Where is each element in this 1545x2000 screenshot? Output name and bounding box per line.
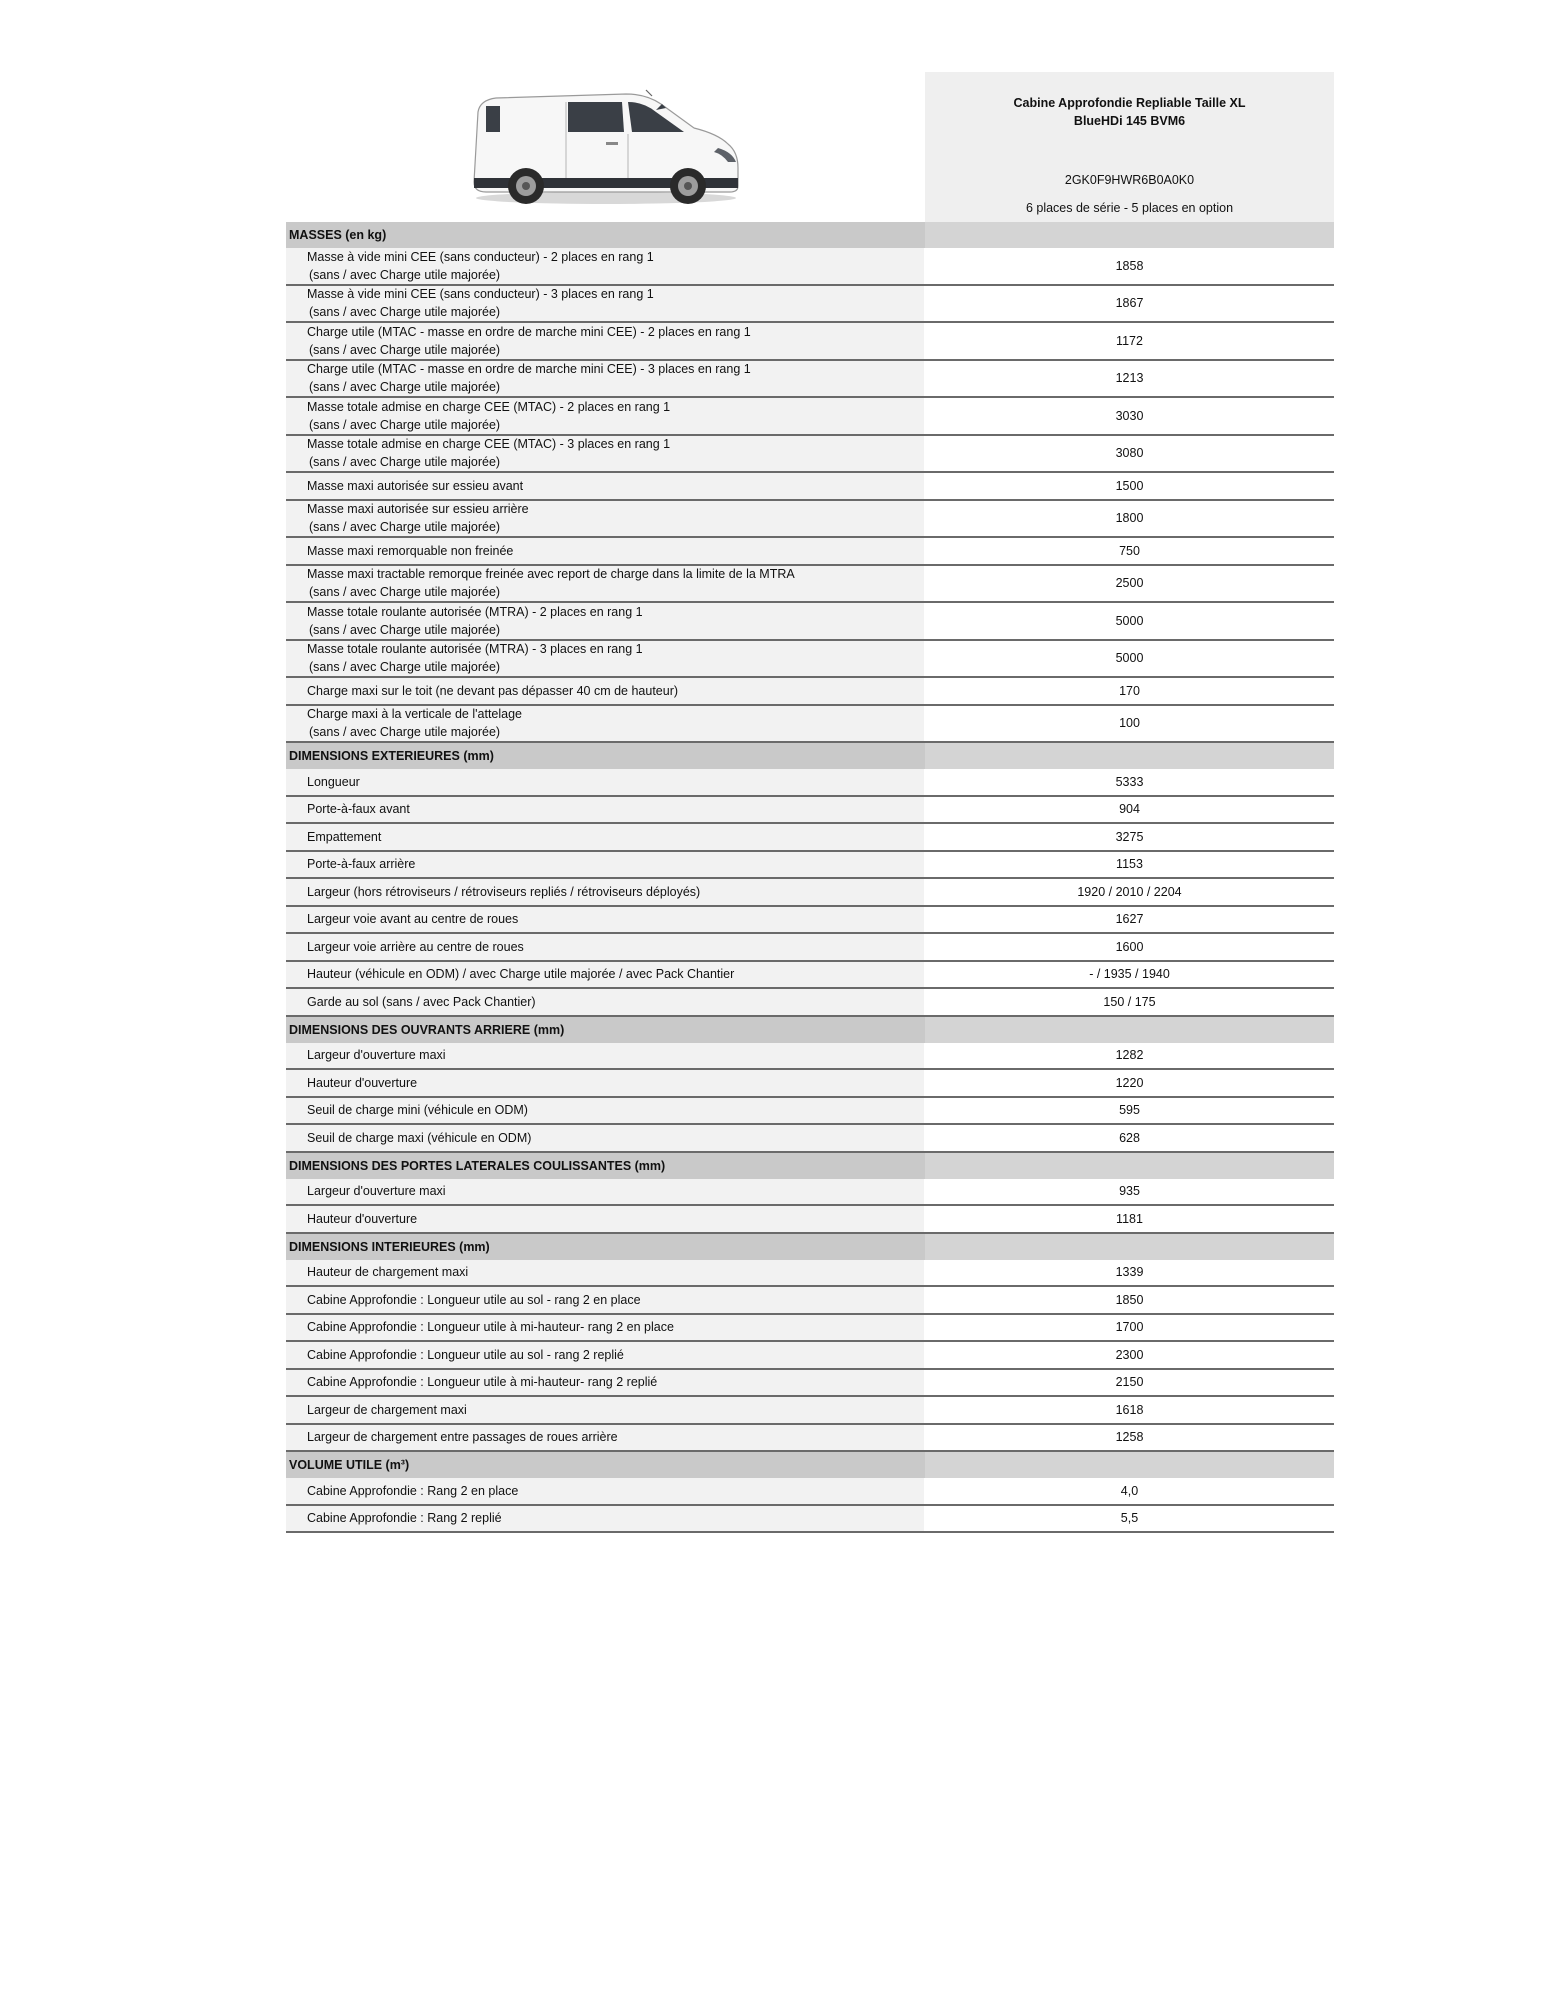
spec-sheet	[286, 72, 1334, 1533]
table-row	[286, 603, 1334, 641]
spec-label: Masse à vide mini CEE (sans conducteur) - 3 places en rang 1	[307, 287, 654, 302]
spec-sublabel: (sans / avec Charge utile majorée)	[309, 622, 501, 637]
table-row	[286, 436, 1334, 474]
spec-label: Cabine Approfondie : Longueur utile à mi-hauteur- rang 2 replié	[307, 1375, 658, 1390]
section-value-cell	[925, 743, 1334, 769]
spec-value: 628	[925, 1125, 1334, 1151]
spec-label-cell	[286, 678, 924, 704]
spec-sublabel: (sans / avec Charge utile majorée)	[309, 660, 501, 675]
spec-value: 1858	[925, 248, 1334, 284]
spec-label: Largeur (hors rétroviseurs / rétroviseurs repliés / rétroviseurs déployés)	[307, 884, 701, 899]
section-header	[286, 1452, 1334, 1478]
model-title-line1: Cabine Approfondie Repliable Taille XL	[1013, 96, 1246, 110]
table-row	[286, 879, 1334, 907]
spec-value: 5,5	[925, 1506, 1334, 1532]
spec-label: Cabine Approfondie : Longueur utile au sol - rang 2 en place	[307, 1292, 641, 1307]
spec-value: 170	[925, 678, 1334, 704]
spec-sublabel: (sans / avec Charge utile majorée)	[309, 342, 501, 357]
table-row	[286, 1125, 1334, 1153]
table-row	[286, 501, 1334, 539]
spec-label: Cabine Approfondie : Rang 2 replié	[307, 1511, 502, 1526]
spec-value: 2300	[925, 1342, 1334, 1368]
spec-label: Masse maxi autorisée sur essieu avant	[307, 478, 524, 493]
spec-label: Masse maxi tractable remorque freinée avec report de charge dans la limite de la MTRA	[307, 567, 795, 582]
table-row	[286, 538, 1334, 566]
section-title: VOLUME UTILE (m³)	[289, 1458, 410, 1472]
spec-value: 2500	[925, 566, 1334, 602]
spec-label: Largeur voie arrière au centre de roues	[307, 939, 524, 954]
spec-value: 3275	[925, 824, 1334, 850]
spec-label: Hauteur (véhicule en ODM) / avec Charge utile majorée / avec Pack Chantier	[307, 967, 735, 982]
table-row	[286, 678, 1334, 706]
spec-label-cell	[286, 1425, 924, 1451]
spec-sublabel: (sans / avec Charge utile majorée)	[309, 455, 501, 470]
table-row	[286, 989, 1334, 1017]
spec-label-cell	[286, 1179, 924, 1205]
spec-sublabel: (sans / avec Charge utile majorée)	[309, 520, 501, 535]
spec-value: 4,0	[925, 1478, 1334, 1504]
spec-value: 3030	[925, 398, 1334, 434]
spec-value: 1220	[925, 1070, 1334, 1096]
table-row	[286, 1342, 1334, 1370]
spec-label-cell	[286, 603, 924, 639]
table-row	[286, 1425, 1334, 1453]
spec-label-cell	[286, 1506, 924, 1532]
spec-label-cell	[286, 797, 924, 823]
spec-value: 1258	[925, 1425, 1334, 1451]
model-code: 2GK0F9HWR6B0A0K0	[1064, 173, 1195, 187]
spec-value: 595	[925, 1098, 1334, 1124]
section-title: DIMENSIONS EXTERIEURES (mm)	[289, 749, 494, 763]
spec-label: Cabine Approfondie : Longueur utile à mi-hauteur- rang 2 en place	[307, 1320, 674, 1335]
table-row	[286, 769, 1334, 797]
spec-value: 904	[925, 797, 1334, 823]
spec-label: Masse maxi remorquable non freinée	[307, 543, 514, 558]
table-row	[286, 473, 1334, 501]
section-header	[286, 1153, 1334, 1179]
spec-value: 1867	[925, 286, 1334, 322]
spec-label-cell	[286, 286, 924, 322]
spec-label: Masse totale admise en charge CEE (MTAC) - 2 places en rang 1	[307, 399, 671, 414]
spec-value: 150 / 175	[925, 989, 1334, 1015]
spec-value: 1700	[925, 1315, 1334, 1341]
spec-sublabel: (sans / avec Charge utile majorée)	[309, 585, 501, 600]
spec-label-cell	[286, 248, 924, 284]
spec-value: 1181	[925, 1206, 1334, 1232]
table-row	[286, 1478, 1334, 1506]
table-row	[286, 1287, 1334, 1315]
spec-value: 935	[925, 1179, 1334, 1205]
spec-label: Cabine Approfondie : Longueur utile au sol - rang 2 replié	[307, 1347, 624, 1362]
spec-label-cell	[286, 907, 924, 933]
spec-label-cell	[286, 323, 924, 359]
table-row	[286, 398, 1334, 436]
spec-label-cell	[286, 769, 924, 795]
section-value-cell	[925, 222, 1334, 248]
van-illustration	[456, 82, 756, 212]
spec-value: 1850	[925, 1287, 1334, 1313]
sheet-header	[286, 72, 1334, 222]
spec-value: 1172	[925, 323, 1334, 359]
table-row	[286, 797, 1334, 825]
spec-label: Hauteur de chargement maxi	[307, 1265, 469, 1280]
spec-value: 1920 / 2010 / 2204	[925, 879, 1334, 905]
places-info: 6 places de série - 5 places en option	[1025, 201, 1234, 215]
section-value-cell	[925, 1234, 1334, 1260]
spec-label-cell	[286, 962, 924, 988]
spec-label: Largeur voie avant au centre de roues	[307, 912, 519, 927]
spec-label: Porte-à-faux avant	[307, 802, 410, 817]
spec-label-cell	[286, 1397, 924, 1423]
section-value-cell	[925, 1017, 1334, 1043]
table-row	[286, 248, 1334, 286]
table-row	[286, 1206, 1334, 1234]
spec-label: Masse maxi autorisée sur essieu arrière	[307, 502, 529, 517]
table-row	[286, 323, 1334, 361]
spec-label: Largeur d'ouverture maxi	[307, 1184, 446, 1199]
spec-label-cell	[286, 1287, 924, 1313]
section-title: DIMENSIONS INTERIEURES (mm)	[289, 1239, 490, 1254]
spec-value: 3080	[925, 436, 1334, 472]
table-row	[286, 934, 1334, 962]
section-header	[286, 222, 1334, 248]
spec-label: Largeur d'ouverture maxi	[307, 1048, 446, 1063]
spec-label: Charge utile (MTAC - masse en ordre de marche mini CEE) - 3 places en rang 1	[307, 362, 751, 377]
spec-label-cell	[286, 989, 924, 1015]
spec-label-cell	[286, 706, 924, 742]
spec-label-cell	[286, 934, 924, 960]
spec-label: Empattement	[307, 829, 382, 844]
spec-label-cell	[286, 1478, 924, 1504]
table-row	[286, 1370, 1334, 1398]
spec-label-cell	[286, 641, 924, 677]
spec-value: 1153	[925, 852, 1334, 878]
table-row	[286, 1315, 1334, 1343]
spec-label-cell	[286, 1342, 924, 1368]
table-row	[286, 361, 1334, 399]
section-title: MASSES (en kg)	[289, 228, 387, 242]
spec-label: Charge utile (MTAC - masse en ordre de marche mini CEE) - 2 places en rang 1	[307, 324, 751, 339]
section-value-cell	[925, 1153, 1334, 1179]
spec-label: Garde au sol (sans / avec Pack Chantier)	[307, 994, 536, 1009]
section-header	[286, 743, 1334, 769]
table-row	[286, 641, 1334, 679]
spec-label: Seuil de charge mini (véhicule en ODM)	[307, 1103, 528, 1118]
spec-label: Masse totale admise en charge CEE (MTAC) - 3 places en rang 1	[307, 437, 671, 452]
spec-label-cell	[286, 1315, 924, 1341]
spec-value: 2150	[925, 1370, 1334, 1396]
table-row	[286, 706, 1334, 744]
spec-label-cell	[286, 538, 924, 564]
spec-table	[286, 222, 1334, 1533]
table-row	[286, 824, 1334, 852]
spec-value: 100	[925, 706, 1334, 742]
spec-value: 1339	[925, 1260, 1334, 1286]
table-row	[286, 566, 1334, 604]
spec-label-cell	[286, 361, 924, 397]
spec-label-cell	[286, 1070, 924, 1096]
spec-label-cell	[286, 852, 924, 878]
spec-label: Cabine Approfondie : Rang 2 en place	[307, 1483, 519, 1498]
spec-label-cell	[286, 501, 924, 537]
model-column-header	[925, 72, 1334, 222]
table-row	[286, 1179, 1334, 1207]
table-row	[286, 1506, 1334, 1534]
spec-label-cell	[286, 473, 924, 499]
spec-sublabel: (sans / avec Charge utile majorée)	[309, 380, 501, 395]
spec-label-cell	[286, 1260, 924, 1286]
spec-value: 5333	[925, 769, 1334, 795]
table-row	[286, 286, 1334, 324]
table-row	[286, 907, 1334, 935]
spec-label: Seuil de charge maxi (véhicule en ODM)	[307, 1130, 532, 1145]
spec-value: 5000	[925, 641, 1334, 677]
spec-sublabel: (sans / avec Charge utile majorée)	[309, 417, 501, 432]
spec-label-cell	[286, 1098, 924, 1124]
spec-label-cell	[286, 824, 924, 850]
spec-label-cell	[286, 1370, 924, 1396]
table-row	[286, 1043, 1334, 1071]
spec-value: 750	[925, 538, 1334, 564]
spec-label-cell	[286, 398, 924, 434]
spec-label-cell	[286, 1125, 924, 1151]
table-row	[286, 1260, 1334, 1288]
spec-value: 1600	[925, 934, 1334, 960]
spec-sublabel: (sans / avec Charge utile majorée)	[309, 725, 501, 740]
table-row	[286, 1397, 1334, 1425]
spec-label: Hauteur d'ouverture	[307, 1211, 418, 1226]
spec-value: 1627	[925, 907, 1334, 933]
section-title: DIMENSIONS DES PORTES LATERALES COULISSANTES (mm)	[289, 1158, 666, 1173]
spec-label-cell	[286, 436, 924, 472]
spec-value: 1618	[925, 1397, 1334, 1423]
spec-label-cell	[286, 879, 924, 905]
table-row	[286, 852, 1334, 880]
van-image	[286, 72, 925, 222]
spec-label: Longueur	[307, 774, 360, 789]
model-title	[925, 94, 1334, 130]
table-row	[286, 1070, 1334, 1098]
spec-label-cell	[286, 1206, 924, 1232]
spec-value: 1800	[925, 501, 1334, 537]
section-title: DIMENSIONS DES OUVRANTS ARRIERE (mm)	[289, 1022, 565, 1037]
spec-value: 1500	[925, 473, 1334, 499]
model-title-line2: BlueHDi 145 BVM6	[1073, 114, 1186, 128]
spec-label-cell	[286, 1043, 924, 1069]
table-row	[286, 1098, 1334, 1126]
spec-label: Porte-à-faux arrière	[307, 857, 416, 872]
spec-value: 1213	[925, 361, 1334, 397]
spec-label: Largeur de chargement maxi	[307, 1402, 467, 1417]
section-value-cell	[925, 1452, 1334, 1478]
section-header	[286, 1017, 1334, 1043]
spec-label: Charge maxi sur le toit (ne devant pas dépasser 40 cm de hauteur)	[307, 683, 679, 698]
spec-label-cell	[286, 566, 924, 602]
spec-label: Charge maxi à la verticale de l'attelage	[307, 707, 523, 722]
section-header	[286, 1234, 1334, 1260]
spec-value: - / 1935 / 1940	[925, 962, 1334, 988]
spec-sublabel: (sans / avec Charge utile majorée)	[309, 305, 501, 320]
spec-label: Masse totale roulante autorisée (MTRA) - 3 places en rang 1	[307, 642, 643, 657]
spec-label: Largeur de chargement entre passages de roues arrière	[307, 1430, 618, 1445]
spec-label: Hauteur d'ouverture	[307, 1075, 418, 1090]
table-row	[286, 962, 1334, 990]
spec-value: 1282	[925, 1043, 1334, 1069]
spec-label: Masse totale roulante autorisée (MTRA) - 2 places en rang 1	[307, 604, 643, 619]
spec-label: Masse à vide mini CEE (sans conducteur) - 2 places en rang 1	[307, 249, 654, 264]
spec-value: 5000	[925, 603, 1334, 639]
spec-sublabel: (sans / avec Charge utile majorée)	[309, 267, 501, 282]
